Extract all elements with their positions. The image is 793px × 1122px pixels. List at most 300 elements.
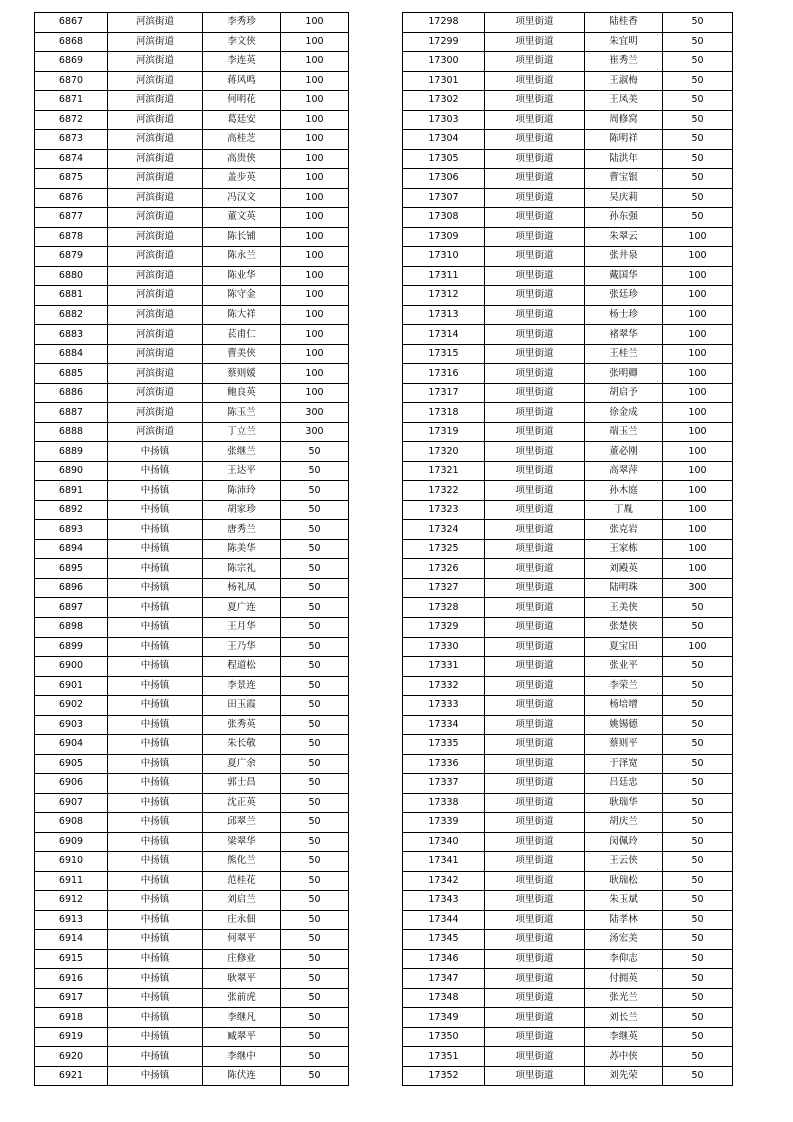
name-cell: 陆孝林: [585, 910, 663, 930]
district-cell: 项里街道: [485, 1008, 585, 1028]
id-cell: 6902: [35, 696, 108, 716]
table-row: [35, 754, 349, 774]
id-cell: 17349: [403, 1008, 485, 1028]
name-cell: 夏广连: [203, 598, 281, 618]
name-cell: 李文侠: [203, 32, 281, 52]
name-cell: 郭士昌: [203, 774, 281, 794]
name-cell: 蒋风鸣: [203, 71, 281, 91]
amount-cell: 100: [281, 305, 349, 325]
name-cell: 董必刚: [585, 442, 663, 462]
id-cell: 17351: [403, 1047, 485, 1067]
id-cell: 6906: [35, 774, 108, 794]
amount-cell: 50: [281, 754, 349, 774]
district-cell: 河滨街道: [108, 266, 203, 286]
amount-cell: 100: [663, 364, 733, 384]
table-row: [35, 813, 349, 833]
amount-cell: 50: [281, 1066, 349, 1086]
amount-cell: 50: [663, 617, 733, 637]
name-cell: 陈业华: [203, 266, 281, 286]
table-row: [403, 442, 733, 462]
name-cell: 唐秀兰: [203, 520, 281, 540]
district-cell: 项里街道: [485, 754, 585, 774]
right-roster-body: [403, 13, 733, 1086]
right-roster-table: [402, 12, 733, 1086]
amount-cell: 100: [663, 344, 733, 364]
district-cell: 中扬镇: [108, 949, 203, 969]
district-cell: 项里街道: [485, 91, 585, 111]
name-cell: 庄永佃: [203, 910, 281, 930]
table-row: [403, 188, 733, 208]
table-row: [35, 149, 349, 169]
name-cell: 崔秀兰: [585, 52, 663, 72]
amount-cell: 100: [663, 266, 733, 286]
name-cell: 梁翠华: [203, 832, 281, 852]
name-cell: 陈玉兰: [203, 403, 281, 423]
table-row: [35, 910, 349, 930]
amount-cell: 50: [281, 930, 349, 950]
district-cell: 中扬镇: [108, 754, 203, 774]
amount-cell: 50: [281, 852, 349, 872]
amount-cell: 50: [663, 1008, 733, 1028]
district-cell: 项里街道: [485, 735, 585, 755]
name-cell: 曹宝银: [585, 169, 663, 189]
name-cell: 王月华: [203, 617, 281, 637]
amount-cell: 50: [663, 793, 733, 813]
id-cell: 6869: [35, 52, 108, 72]
table-row: [403, 13, 733, 33]
id-cell: 17308: [403, 208, 485, 228]
id-cell: 6875: [35, 169, 108, 189]
table-row: [35, 442, 349, 462]
table-row: [35, 832, 349, 852]
amount-cell: 50: [663, 910, 733, 930]
district-cell: 中扬镇: [108, 910, 203, 930]
amount-cell: 50: [663, 1027, 733, 1047]
amount-cell: 100: [281, 325, 349, 345]
amount-cell: 100: [663, 305, 733, 325]
table-row: [403, 383, 733, 403]
district-cell: 项里街道: [485, 461, 585, 481]
id-cell: 17312: [403, 286, 485, 306]
district-cell: 河滨街道: [108, 71, 203, 91]
district-cell: 项里街道: [485, 930, 585, 950]
id-cell: 17330: [403, 637, 485, 657]
amount-cell: 50: [281, 617, 349, 637]
id-cell: 6867: [35, 13, 108, 33]
district-cell: 项里街道: [485, 266, 585, 286]
id-cell: 6915: [35, 949, 108, 969]
district-cell: 项里街道: [485, 188, 585, 208]
amount-cell: 100: [663, 247, 733, 267]
table-row: [403, 130, 733, 150]
name-cell: 杨礼凤: [203, 578, 281, 598]
table-row: [403, 637, 733, 657]
table-row: [35, 422, 349, 442]
district-cell: 中扬镇: [108, 598, 203, 618]
district-cell: 河滨街道: [108, 52, 203, 72]
amount-cell: 50: [663, 1066, 733, 1086]
id-cell: 17306: [403, 169, 485, 189]
district-cell: 中扬镇: [108, 578, 203, 598]
id-cell: 6877: [35, 208, 108, 228]
name-cell: 张楚侠: [585, 617, 663, 637]
id-cell: 17321: [403, 461, 485, 481]
district-cell: 中扬镇: [108, 559, 203, 579]
name-cell: 陈永兰: [203, 247, 281, 267]
district-cell: 项里街道: [485, 715, 585, 735]
id-cell: 6897: [35, 598, 108, 618]
district-cell: 项里街道: [485, 130, 585, 150]
table-row: [403, 344, 733, 364]
district-cell: 项里街道: [485, 71, 585, 91]
amount-cell: 50: [663, 208, 733, 228]
name-cell: 陈大祥: [203, 305, 281, 325]
district-cell: 项里街道: [485, 637, 585, 657]
name-cell: 王家栋: [585, 539, 663, 559]
district-cell: 中扬镇: [108, 969, 203, 989]
id-cell: 17298: [403, 13, 485, 33]
id-cell: 6896: [35, 578, 108, 598]
name-cell: 刘先荣: [585, 1066, 663, 1086]
id-cell: 17305: [403, 149, 485, 169]
table-row: [403, 305, 733, 325]
district-cell: 项里街道: [485, 949, 585, 969]
id-cell: 6872: [35, 110, 108, 130]
table-row: [403, 91, 733, 111]
amount-cell: 50: [281, 500, 349, 520]
id-cell: 17313: [403, 305, 485, 325]
amount-cell: 50: [281, 891, 349, 911]
id-cell: 6873: [35, 130, 108, 150]
district-cell: 中扬镇: [108, 657, 203, 677]
table-row: [403, 266, 733, 286]
id-cell: 17344: [403, 910, 485, 930]
amount-cell: 50: [663, 71, 733, 91]
district-cell: 河滨街道: [108, 208, 203, 228]
id-cell: 6892: [35, 500, 108, 520]
district-cell: 河滨街道: [108, 403, 203, 423]
id-cell: 6909: [35, 832, 108, 852]
district-cell: 河滨街道: [108, 130, 203, 150]
district-cell: 项里街道: [485, 305, 585, 325]
table-row: [403, 461, 733, 481]
id-cell: 6882: [35, 305, 108, 325]
district-cell: 中扬镇: [108, 988, 203, 1008]
id-cell: 6880: [35, 266, 108, 286]
district-cell: 河滨街道: [108, 364, 203, 384]
table-row: [403, 910, 733, 930]
table-row: [403, 657, 733, 677]
name-cell: 高贵侠: [203, 149, 281, 169]
name-cell: 张廷珍: [585, 286, 663, 306]
amount-cell: 100: [281, 71, 349, 91]
amount-cell: 50: [281, 793, 349, 813]
name-cell: 陈美华: [203, 539, 281, 559]
id-cell: 6903: [35, 715, 108, 735]
district-cell: 项里街道: [485, 286, 585, 306]
district-cell: 项里街道: [485, 149, 585, 169]
id-cell: 17318: [403, 403, 485, 423]
amount-cell: 50: [663, 91, 733, 111]
name-cell: 闵佩玲: [585, 832, 663, 852]
id-cell: 17329: [403, 617, 485, 637]
id-cell: 17335: [403, 735, 485, 755]
district-cell: 项里街道: [485, 325, 585, 345]
table-row: [35, 949, 349, 969]
amount-cell: 50: [663, 735, 733, 755]
amount-cell: 50: [663, 188, 733, 208]
name-cell: 刘启兰: [203, 891, 281, 911]
id-cell: 17342: [403, 871, 485, 891]
name-cell: 李继英: [585, 1027, 663, 1047]
amount-cell: 50: [663, 13, 733, 33]
name-cell: 李景连: [203, 676, 281, 696]
table-row: [403, 364, 733, 384]
name-cell: 盖步英: [203, 169, 281, 189]
table-row: [35, 774, 349, 794]
table-row: [35, 891, 349, 911]
table-row: [403, 110, 733, 130]
name-cell: 耿瑞华: [585, 793, 663, 813]
district-cell: 中扬镇: [108, 520, 203, 540]
id-cell: 17331: [403, 657, 485, 677]
table-row: [35, 208, 349, 228]
amount-cell: 300: [281, 422, 349, 442]
table-row: [35, 247, 349, 267]
id-cell: 17326: [403, 559, 485, 579]
name-cell: 葛廷安: [203, 110, 281, 130]
name-cell: 刘长兰: [585, 1008, 663, 1028]
district-cell: 项里街道: [485, 969, 585, 989]
name-cell: 王达平: [203, 461, 281, 481]
district-cell: 项里街道: [485, 1047, 585, 1067]
table-row: [35, 500, 349, 520]
id-cell: 17304: [403, 130, 485, 150]
district-cell: 中扬镇: [108, 1047, 203, 1067]
amount-cell: 50: [281, 461, 349, 481]
name-cell: 张秀英: [203, 715, 281, 735]
amount-cell: 50: [281, 774, 349, 794]
district-cell: 河滨街道: [108, 383, 203, 403]
amount-cell: 100: [663, 481, 733, 501]
name-cell: 张业平: [585, 657, 663, 677]
amount-cell: 50: [281, 676, 349, 696]
amount-cell: 100: [281, 344, 349, 364]
id-cell: 17327: [403, 578, 485, 598]
table-row: [403, 169, 733, 189]
amount-cell: 50: [281, 442, 349, 462]
id-cell: 17316: [403, 364, 485, 384]
name-cell: 庄修业: [203, 949, 281, 969]
district-cell: 项里街道: [485, 110, 585, 130]
district-cell: 河滨街道: [108, 305, 203, 325]
id-cell: 17310: [403, 247, 485, 267]
district-cell: 项里街道: [485, 32, 585, 52]
table-row: [403, 754, 733, 774]
table-row: [35, 32, 349, 52]
table-row: [403, 930, 733, 950]
district-cell: 项里街道: [485, 169, 585, 189]
table-row: [35, 637, 349, 657]
name-cell: 张明卿: [585, 364, 663, 384]
name-cell: 李荣兰: [585, 676, 663, 696]
district-cell: 项里街道: [485, 1066, 585, 1086]
district-cell: 河滨街道: [108, 286, 203, 306]
id-cell: 6890: [35, 461, 108, 481]
name-cell: 陈伏连: [203, 1066, 281, 1086]
name-cell: 李继中: [203, 1047, 281, 1067]
table-row: [403, 539, 733, 559]
id-cell: 17322: [403, 481, 485, 501]
name-cell: 朱宜明: [585, 32, 663, 52]
amount-cell: 50: [281, 520, 349, 540]
table-row: [35, 403, 349, 423]
district-cell: 河滨街道: [108, 110, 203, 130]
name-cell: 王桂兰: [585, 344, 663, 364]
id-cell: 17301: [403, 71, 485, 91]
name-cell: 杨培增: [585, 696, 663, 716]
id-cell: 6871: [35, 91, 108, 111]
amount-cell: 50: [663, 852, 733, 872]
amount-cell: 100: [281, 247, 349, 267]
amount-cell: 50: [281, 813, 349, 833]
id-cell: 6918: [35, 1008, 108, 1028]
amount-cell: 50: [663, 715, 733, 735]
id-cell: 17341: [403, 852, 485, 872]
district-cell: 中扬镇: [108, 442, 203, 462]
table-row: [403, 149, 733, 169]
id-cell: 17338: [403, 793, 485, 813]
amount-cell: 100: [663, 422, 733, 442]
amount-cell: 50: [663, 598, 733, 618]
id-cell: 17325: [403, 539, 485, 559]
table-row: [35, 383, 349, 403]
district-cell: 项里街道: [485, 852, 585, 872]
name-cell: 邱翠兰: [203, 813, 281, 833]
district-cell: 中扬镇: [108, 1027, 203, 1047]
amount-cell: 100: [663, 227, 733, 247]
amount-cell: 50: [663, 969, 733, 989]
name-cell: 沈正英: [203, 793, 281, 813]
table-row: [403, 852, 733, 872]
amount-cell: 300: [663, 578, 733, 598]
name-cell: 周修窝: [585, 110, 663, 130]
amount-cell: 100: [281, 52, 349, 72]
name-cell: 李秀珍: [203, 13, 281, 33]
district-cell: 中扬镇: [108, 871, 203, 891]
district-cell: 中扬镇: [108, 539, 203, 559]
table-row: [35, 344, 349, 364]
name-cell: 鲍良英: [203, 383, 281, 403]
name-cell: 朱玉斌: [585, 891, 663, 911]
id-cell: 17352: [403, 1066, 485, 1086]
id-cell: 6921: [35, 1066, 108, 1086]
district-cell: 河滨街道: [108, 91, 203, 111]
table-row: [403, 676, 733, 696]
id-cell: 6881: [35, 286, 108, 306]
district-cell: 中扬镇: [108, 481, 203, 501]
id-cell: 17332: [403, 676, 485, 696]
name-cell: 曹美侠: [203, 344, 281, 364]
amount-cell: 50: [281, 735, 349, 755]
id-cell: 17309: [403, 227, 485, 247]
name-cell: 范桂花: [203, 871, 281, 891]
name-cell: 夏宝田: [585, 637, 663, 657]
table-row: [35, 13, 349, 33]
table-row: [35, 169, 349, 189]
district-cell: 项里街道: [485, 988, 585, 1008]
name-cell: 陆明珠: [585, 578, 663, 598]
district-cell: 河滨街道: [108, 149, 203, 169]
table-row: [403, 578, 733, 598]
id-cell: 17347: [403, 969, 485, 989]
name-cell: 孙东强: [585, 208, 663, 228]
name-cell: 王凤美: [585, 91, 663, 111]
name-cell: 王淑梅: [585, 71, 663, 91]
table-row: [35, 520, 349, 540]
name-cell: 耿翠平: [203, 969, 281, 989]
amount-cell: 100: [281, 188, 349, 208]
amount-cell: 50: [663, 130, 733, 150]
id-cell: 6893: [35, 520, 108, 540]
district-cell: 河滨街道: [108, 227, 203, 247]
amount-cell: 100: [281, 13, 349, 33]
district-cell: 项里街道: [485, 208, 585, 228]
amount-cell: 50: [281, 969, 349, 989]
table-row: [35, 988, 349, 1008]
name-cell: 端玉兰: [585, 422, 663, 442]
table-row: [403, 735, 733, 755]
name-cell: 陈长铺: [203, 227, 281, 247]
id-cell: 17345: [403, 930, 485, 950]
id-cell: 17302: [403, 91, 485, 111]
table-row: [35, 598, 349, 618]
amount-cell: 50: [281, 559, 349, 579]
id-cell: 6920: [35, 1047, 108, 1067]
district-cell: 中扬镇: [108, 500, 203, 520]
id-cell: 6883: [35, 325, 108, 345]
district-cell: 河滨街道: [108, 188, 203, 208]
amount-cell: 50: [663, 754, 733, 774]
name-cell: 丁立兰: [203, 422, 281, 442]
id-cell: 6908: [35, 813, 108, 833]
district-cell: 中扬镇: [108, 832, 203, 852]
id-cell: 6916: [35, 969, 108, 989]
amount-cell: 50: [663, 832, 733, 852]
id-cell: 17333: [403, 696, 485, 716]
table-row: [35, 1066, 349, 1086]
table-row: [35, 325, 349, 345]
district-cell: 项里街道: [485, 598, 585, 618]
name-cell: 王云侠: [585, 852, 663, 872]
id-cell: 17299: [403, 32, 485, 52]
amount-cell: 50: [663, 1047, 733, 1067]
id-cell: 17317: [403, 383, 485, 403]
amount-cell: 100: [663, 383, 733, 403]
amount-cell: 50: [663, 676, 733, 696]
district-cell: 项里街道: [485, 793, 585, 813]
district-cell: 项里街道: [485, 422, 585, 442]
name-cell: 张井泉: [585, 247, 663, 267]
id-cell: 6889: [35, 442, 108, 462]
id-cell: 6914: [35, 930, 108, 950]
id-cell: 17339: [403, 813, 485, 833]
district-cell: 中扬镇: [108, 813, 203, 833]
name-cell: 张前虎: [203, 988, 281, 1008]
table-row: [403, 1047, 733, 1067]
amount-cell: 50: [663, 696, 733, 716]
name-cell: 丁胤: [585, 500, 663, 520]
